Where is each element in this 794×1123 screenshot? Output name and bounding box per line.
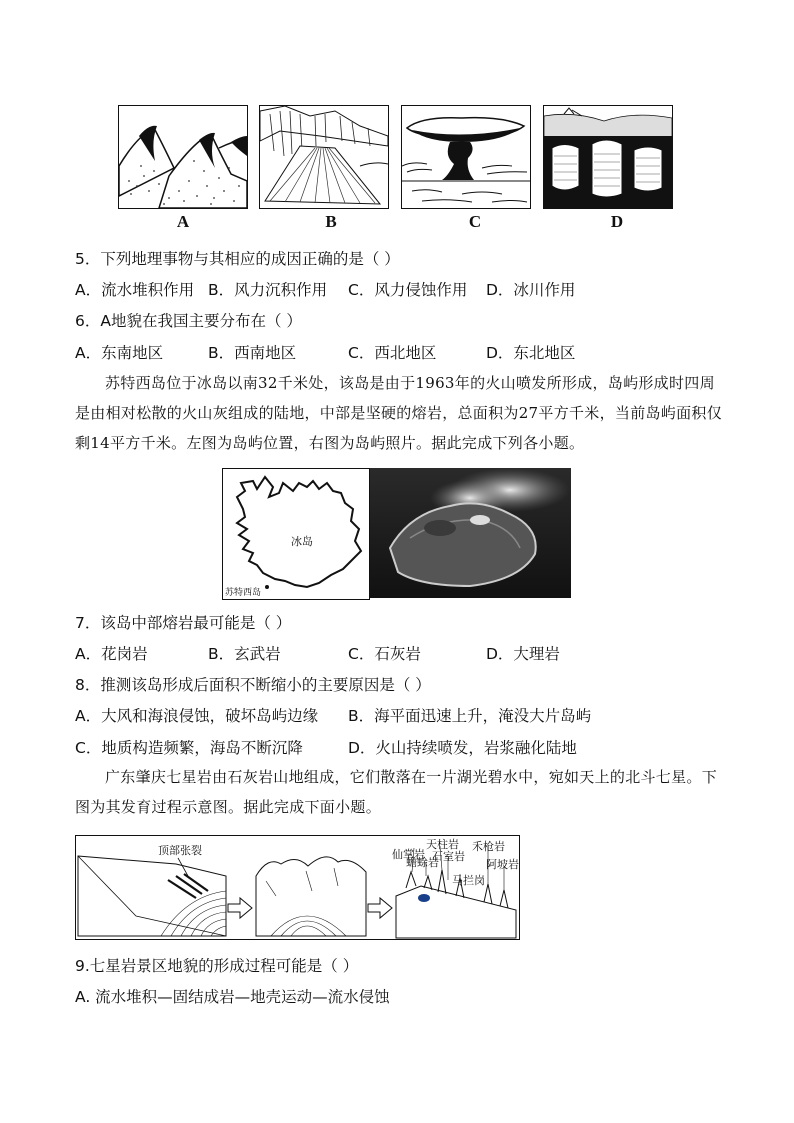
arrow-stage-1-to-2 [228,898,252,918]
question-8-option-d[interactable]: D．火山持续喷发，岩浆融化陆地 [348,739,577,757]
question-9-stem: 9.七星岩景区地貌的形成过程可能是（ ） [75,957,359,975]
question-7-option-a[interactable]: A．花岗岩 [75,645,148,663]
label-malan: 马拦岗 [452,874,485,887]
figure-label-b: B [325,212,337,231]
iceland-outline [223,469,369,599]
question-5-option-d[interactable]: D．冰川作用 [486,281,576,299]
question-8-option-a[interactable]: A．大风和海浪侵蚀，破坏岛屿边缘 [75,707,319,725]
passage-surtsey: 苏特西岛位于冰岛以南32千米处，该岛是由于1963年的火山喷发所形成，岛屿形成时四周是由相对松散的火山灰组成的陆地，中部是坚硬的熔岩，总面积为27平方千米，当前岛屿面积仅剩14平方千米。左图为岛屿位置，右图为岛屿照片。据此完成下列各小题。 [75,374,722,452]
figure-c-mushroom-rock [401,105,531,209]
karst-development-diagram [75,835,520,940]
question-8-option-c[interactable]: C．地质构造频繁，海岛不断沉降 [75,739,303,757]
question-7-stem: 7．该岛中部熔岩最可能是（ ） [75,614,292,632]
figure-label-d: D [610,212,624,231]
sand-dune-illustration [119,106,247,208]
map-label-surtsey: 苏特西岛 [225,588,262,598]
question-6-option-b[interactable]: B．西南地区 [208,344,297,362]
iceland-location-map [222,468,370,600]
question-5-option-b[interactable]: B．风力沉积作用 [208,281,328,299]
figure-label-c: C [468,212,482,231]
label-top-crack: 顶部张裂 [158,844,202,857]
question-5-option-a[interactable]: A．流水堆积作用 [75,281,195,299]
stage-2-block [256,857,366,936]
passage-qixingyan: 广东肇庆七星岩由石灰岩山地组成，它们散落在一片湖光碧水中，宛如天上的北斗七星。下图为其发育过程示意图。据此完成下面小题。 [75,768,718,816]
surtsey-island-photo [370,468,571,598]
question-9-option-a[interactable]: A. 流水堆积—固结成岩—地壳运动—流水侵蚀 [75,988,390,1006]
stage-3-block [392,837,519,938]
figure-a-dunes [118,105,248,209]
figure-b-alluvial-fan [259,105,389,209]
question-5-stem: 5．下列地理事物与其相应的成因正确的是（ ） [75,250,400,268]
question-6-option-c[interactable]: C．西北地区 [348,344,437,362]
label-tianzhu: 天柱岩 [426,838,459,851]
label-apo: 阿坡岩 [486,858,519,871]
question-6-stem: 6．A地貌在我国主要分布在（ ） [75,312,302,330]
question-5-option-c[interactable]: C．风力侵蚀作用 [348,281,468,299]
question-6-option-a[interactable]: A．东南地区 [75,344,164,362]
label-shishi: 石室岩 [432,850,465,863]
label-chengqiang: 禾枪岩 [472,840,505,853]
map-label-iceland: 冰岛 [291,535,313,548]
question-7-option-d[interactable]: D．大理岩 [486,645,560,663]
figure-d-karst [543,105,673,209]
surtsey-location-marker [265,585,269,589]
question-7-option-b[interactable]: B．玄武岩 [208,645,281,663]
question-8-stem: 8．推测该岛形成后面积不断缩小的主要原因是（ ） [75,676,431,694]
lake-marker [418,894,430,902]
label-xianzhang: 仙掌岩 [392,848,425,861]
stage-1-block [78,843,226,936]
alluvial-fan-illustration [260,106,388,208]
mushroom-rock-illustration [402,106,530,208]
karst-cave-illustration [544,106,672,208]
figure-label-a: A [176,212,190,231]
question-7-option-c[interactable]: C．石灰岩 [348,645,421,663]
question-8-option-b[interactable]: B．海平面迅速上升，淹没大片岛屿 [348,707,592,725]
label-chanchu: 蟾蜍岩 [406,856,439,869]
arrow-stage-2-to-3 [368,898,392,918]
question-6-option-d[interactable]: D．东北地区 [486,344,576,362]
